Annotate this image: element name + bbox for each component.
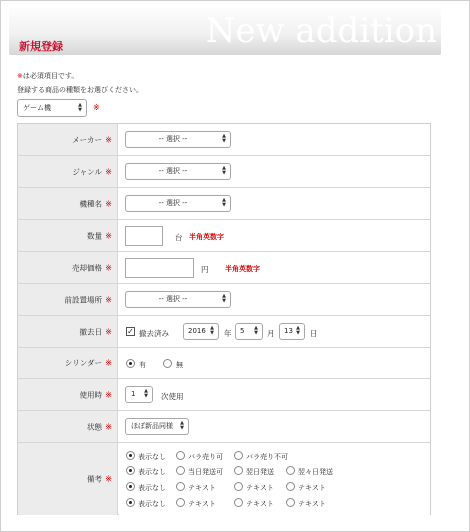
form-value-cell (119, 411, 430, 442)
quantity-input[interactable] (125, 226, 163, 246)
quantity-unit: 台 (175, 233, 183, 242)
required-star: ※ (105, 263, 112, 272)
form-row-usage (18, 378, 430, 410)
notes-radio[interactable] (234, 451, 243, 460)
maker-label: メーカー (72, 135, 102, 144)
cylinder-option-label: 有 (139, 361, 146, 369)
maker-select-value: -- 選択 -- (158, 135, 188, 143)
notes-option-label: 表示なし (138, 453, 166, 461)
notes-label: 備考 (87, 474, 102, 484)
notes-option-label: テキスト (188, 484, 216, 492)
select-arrows-icon: ▲ ▼ (222, 293, 226, 304)
select-arrows-icon: ▲ ▼ (144, 388, 148, 399)
quantity-label: 数量 (87, 231, 102, 240)
genre-select[interactable] (125, 163, 231, 180)
usage-suffix: 次使用 (161, 392, 184, 401)
header-background-text: New addition (205, 11, 437, 51)
price-hint: 半角英数字 (225, 265, 260, 273)
notes-option-label: 表示なし (138, 500, 166, 508)
notes-option-label: テキスト (246, 484, 274, 492)
form-value-cell (119, 220, 430, 251)
form-row-genre (18, 155, 430, 187)
check-mark-icon: ✓ (127, 327, 134, 336)
select-arrows-icon: ▲ ▼ (180, 420, 184, 431)
notes-radio[interactable] (176, 498, 185, 507)
quantity-hint: 半角英数字 (189, 233, 224, 241)
form-row-quantity (18, 219, 430, 251)
form-value-cell (119, 188, 430, 219)
month-select-value: 5 (240, 327, 245, 335)
model-select-value: -- 選択 -- (158, 199, 188, 207)
form-value-cell (119, 379, 430, 410)
day-unit: 日 (310, 329, 318, 338)
page-title: 新規登録 (19, 40, 63, 53)
notes-radio[interactable] (126, 498, 135, 507)
form-row-model (18, 187, 430, 219)
required-star: ※ (105, 390, 112, 399)
form-row-removal-date (18, 315, 430, 347)
notes-option-label: テキスト (188, 500, 216, 508)
condition-select[interactable] (125, 418, 189, 435)
notes-radio[interactable] (234, 466, 243, 475)
notes-option-label: 当日発送可 (188, 468, 223, 476)
model-select[interactable] (125, 195, 231, 212)
registration-form (17, 123, 431, 515)
required-star: ※ (105, 135, 112, 144)
form-row-cylinder (18, 347, 430, 378)
notes-radio[interactable] (126, 466, 135, 475)
required-star: ※ (105, 167, 112, 176)
required-star: ※ (105, 474, 112, 484)
usage-select[interactable] (125, 386, 153, 403)
notes-radio[interactable] (176, 451, 185, 460)
form-value-cell (119, 124, 430, 155)
cylinder-option-label: 無 (176, 361, 183, 369)
genre-label: ジャンル (72, 167, 102, 176)
required-star: ※ (105, 327, 112, 336)
model-label: 機種名 (79, 199, 102, 208)
form-value-cell (119, 316, 430, 347)
notes-option-label: バラ売り不可 (246, 453, 288, 461)
notes-radio[interactable] (286, 482, 295, 491)
condition-label: 状態 (87, 422, 102, 431)
price-input[interactable] (125, 258, 194, 278)
select-arrows-icon: ▲ ▼ (296, 325, 300, 336)
select-arrows-icon: ▲ ▼ (222, 165, 226, 176)
day-select[interactable] (279, 323, 305, 340)
location-select-value: -- 選択 -- (158, 295, 188, 303)
removed-checkbox[interactable] (126, 327, 135, 336)
instruction-text: 登録する商品の種類をお選びください。 (17, 86, 143, 94)
select-arrows-icon: ▲ ▼ (222, 197, 226, 208)
month-select[interactable] (235, 323, 263, 340)
price-label: 売却価格 (72, 263, 102, 272)
year-unit: 年 (224, 329, 232, 338)
required-star: ※ (105, 295, 112, 304)
form-value-cell (119, 156, 430, 187)
notes-option-label: テキスト (298, 484, 326, 492)
cylinder-label: シリンダー (64, 358, 102, 368)
notes-radio[interactable] (126, 451, 135, 460)
select-arrows-icon: ▲ ▼ (222, 133, 226, 144)
cylinder-radio-yes[interactable] (126, 359, 135, 368)
cylinder-radio-no[interactable] (163, 359, 172, 368)
removal-label: 撤去日 (79, 327, 102, 336)
notes-option-label: 翌々日発送 (298, 468, 333, 476)
form-label-cell (18, 348, 118, 378)
notes-option-label: テキスト (298, 500, 326, 508)
location-label: 前設置場所 (64, 295, 102, 304)
notes-radio[interactable] (126, 482, 135, 491)
form-row-price (18, 251, 430, 283)
form-label-cell (18, 284, 118, 315)
form-label-cell (18, 443, 118, 515)
required-note (17, 71, 78, 81)
form-label-cell (18, 252, 118, 283)
form-value-cell (119, 348, 430, 378)
notes-option-label: テキスト (246, 500, 274, 508)
month-unit: 月 (267, 329, 275, 338)
required-mark: ※ (17, 72, 23, 80)
form-label-cell (18, 316, 118, 347)
category-select[interactable] (17, 99, 87, 117)
notes-radio[interactable] (234, 498, 243, 507)
form-label-cell (18, 156, 118, 187)
year-select[interactable] (183, 323, 219, 340)
notes-radio[interactable] (286, 466, 295, 475)
usage-label: 使用時 (79, 390, 102, 399)
removed-checkbox-label: 撤去済み (139, 329, 169, 338)
notes-option-label: 表示なし (138, 468, 166, 476)
day-select-value: 13 (284, 327, 293, 335)
required-star: ※ (105, 358, 112, 368)
required-star: ※ (105, 231, 112, 240)
notes-radio[interactable] (176, 466, 185, 475)
form-row-location (18, 283, 430, 315)
form-label-cell (18, 188, 118, 219)
notes-option-label: 表示なし (138, 484, 166, 492)
notes-radio[interactable] (176, 482, 185, 491)
maker-select[interactable] (125, 131, 231, 148)
category-select-value: ゲーム機 (23, 104, 51, 112)
usage-select-value: 1 (131, 390, 136, 398)
form-label-cell (18, 411, 118, 442)
notes-option-label: バラ売り可 (188, 453, 223, 461)
form-label-cell (18, 124, 118, 155)
location-select[interactable] (125, 291, 231, 308)
select-arrows-icon: ▲ ▼ (210, 325, 214, 336)
required-star: ※ (105, 422, 112, 431)
select-arrows-icon: ▲ ▼ (254, 325, 258, 336)
form-value-cell (119, 443, 430, 515)
year-select-value: 2016 (188, 327, 206, 335)
form-row-notes (18, 442, 430, 515)
form-label-cell (18, 220, 118, 251)
form-row-condition (18, 410, 430, 442)
required-star: ※ (93, 103, 100, 112)
genre-select-value: -- 選択 -- (158, 167, 188, 175)
condition-select-value: ほぼ新品同様 (131, 422, 173, 430)
required-note-text: は必須項目です。 (22, 72, 79, 80)
notes-radio[interactable] (234, 482, 243, 491)
notes-radio[interactable] (286, 498, 295, 507)
select-arrows-icon: ▲ ▼ (78, 102, 82, 113)
form-value-cell (119, 252, 430, 283)
required-star: ※ (105, 199, 112, 208)
page-header (9, 8, 441, 55)
form-value-cell (119, 284, 430, 315)
form-row-maker (18, 124, 430, 155)
form-label-cell (18, 379, 118, 410)
notes-option-label: 翌日発送 (246, 468, 274, 476)
price-unit: 円 (201, 265, 209, 274)
